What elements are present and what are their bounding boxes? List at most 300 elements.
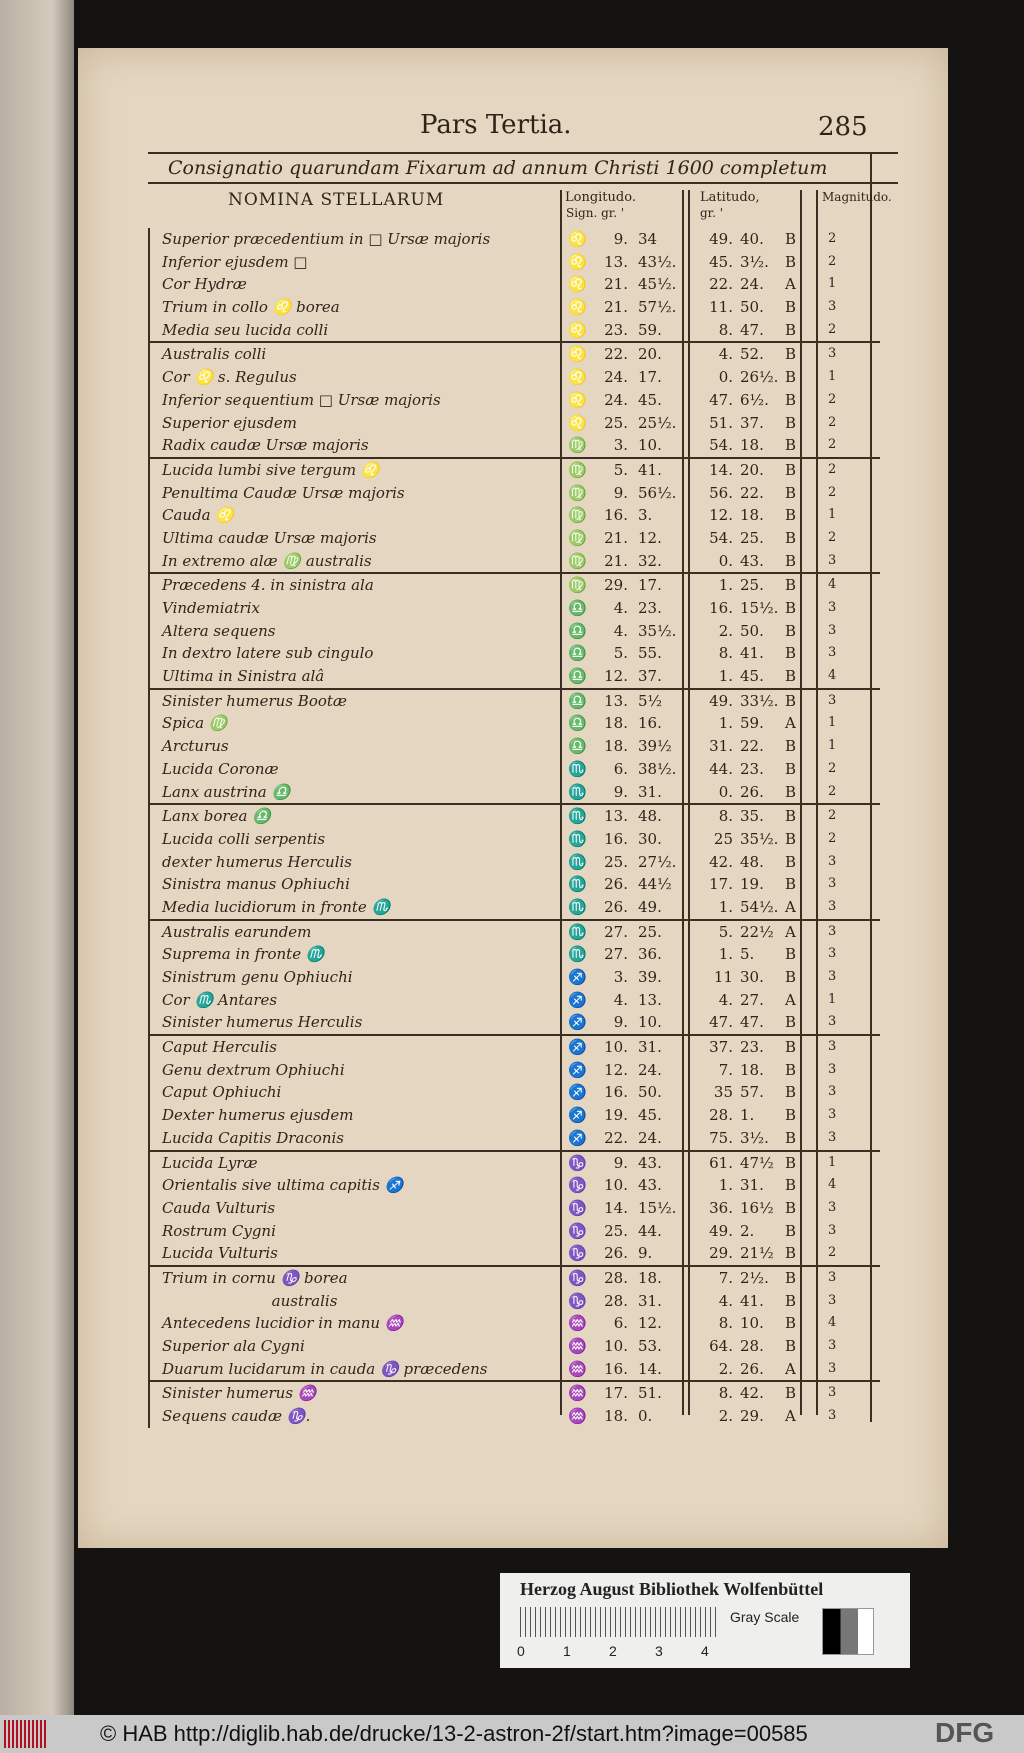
star-name: Lucida Vulturis [162, 1244, 278, 1263]
longitude-minutes: 34 [638, 230, 658, 248]
zodiac-sign: ♏ [568, 852, 587, 871]
longitude-minutes: 31. [638, 782, 662, 801]
zodiac-sign: ♏ [568, 897, 587, 916]
table-row [150, 251, 880, 274]
longitude-degrees: 9. [613, 1013, 628, 1032]
longitude-degrees: 27. [604, 945, 628, 964]
longitude-minutes: 25. [638, 922, 662, 941]
longitude-minutes: 44. [638, 1221, 662, 1240]
latitude-direction: A [785, 897, 796, 916]
table-row [150, 896, 880, 919]
star-name: dexter humerus Herculis [162, 852, 352, 871]
table-row [150, 1011, 880, 1034]
longitude-degrees: 25. [604, 1221, 628, 1240]
star-name: Media lucidiorum in fronte ♏ [162, 897, 391, 916]
table-row [150, 1034, 880, 1059]
longitude-minutes: 12. [638, 528, 662, 547]
longitude-degrees: 22. [604, 1128, 628, 1147]
star-name: australis [162, 1291, 338, 1310]
latitude-direction: B [785, 1153, 797, 1172]
latitude-degrees: 5. [718, 922, 733, 941]
latitude-minutes: 25. [740, 528, 764, 547]
latitude-degrees: 44. [709, 759, 733, 778]
table-row [150, 319, 880, 342]
latitude-minutes: 21½ [740, 1244, 774, 1263]
latitude-degrees: 56. [709, 483, 733, 502]
table-row [150, 1405, 880, 1428]
subheader-longitude: Sign. gr. ' [566, 206, 625, 220]
latitude-degrees: 11. [709, 298, 733, 317]
longitude-minutes: 38½. [638, 759, 677, 778]
header-names: NOMINA STELLARUM [228, 190, 445, 210]
latitude-direction: B [785, 506, 797, 525]
table-row [150, 781, 880, 804]
star-name: Dexter humerus ejusdem [162, 1106, 354, 1125]
latitude-degrees: 28. [709, 1106, 733, 1125]
latitude-minutes: 54½. [740, 897, 779, 916]
latitude-minutes: 43. [740, 551, 764, 570]
latitude-degrees: 51. [709, 413, 733, 432]
zodiac-sign: ♒ [568, 1337, 587, 1355]
longitude-degrees: 25. [604, 413, 628, 432]
adjacent-page-edge [0, 0, 74, 1715]
star-name: Suprema in fronte ♏ [162, 945, 325, 964]
latitude-direction: A [785, 714, 796, 733]
star-name: Trium in cornu ♑ borea [162, 1268, 348, 1287]
subheader-latitude: gr. ' [700, 206, 724, 220]
zodiac-sign: ♍ [568, 551, 587, 570]
longitude-minutes: 39. [638, 968, 662, 986]
latitude-minutes: 50. [740, 298, 764, 317]
latitude-minutes: 41. [740, 1291, 764, 1310]
magnitude: 1 [828, 991, 837, 1007]
table-row [150, 597, 880, 620]
latitude-degrees: 4. [718, 345, 733, 364]
latitude-minutes: 25. [740, 576, 764, 595]
magnitude: 3 [828, 552, 837, 568]
latitude-direction: B [785, 252, 797, 271]
zodiac-sign: ♌ [568, 390, 587, 409]
magnitude: 2 [828, 253, 837, 269]
magnitude: 3 [828, 876, 837, 892]
longitude-degrees: 27. [604, 922, 628, 941]
latitude-direction: B [785, 298, 797, 317]
magnitude: 2 [828, 830, 837, 846]
magnitude: 1 [828, 715, 837, 731]
longitude-degrees: 6. [613, 1314, 628, 1333]
latitude-degrees: 61. [709, 1153, 733, 1172]
latitude-minutes: 3½. [740, 252, 769, 271]
zodiac-sign: ♒ [568, 1359, 587, 1378]
latitude-direction: B [785, 667, 797, 686]
longitude-minutes: 39½ [638, 737, 672, 756]
ruler-number: 0 [517, 1643, 525, 1659]
zodiac-sign: ♐ [568, 990, 587, 1009]
latitude-degrees: 7. [718, 1060, 733, 1079]
longitude-minutes: 23. [638, 599, 662, 617]
longitude-degrees: 14. [604, 1198, 628, 1217]
latitude-direction: B [785, 413, 797, 432]
latitude-degrees: 49. [709, 230, 733, 248]
latitude-degrees: 22. [709, 275, 733, 294]
latitude-degrees: 7. [718, 1268, 733, 1287]
longitude-minutes: 36. [638, 945, 662, 964]
longitude-minutes: 37. [638, 667, 662, 686]
latitude-minutes: 27. [740, 990, 764, 1009]
header-latitude: Latitudo, [700, 190, 760, 205]
longitude-degrees: 16. [604, 829, 628, 848]
latitude-minutes: 22. [740, 737, 764, 756]
longitude-minutes: 41. [638, 460, 662, 479]
longitude-minutes: 24. [638, 1060, 662, 1079]
zodiac-sign: ♐ [568, 1038, 587, 1057]
zodiac-sign: ♍ [568, 506, 587, 525]
longitude-degrees: 21. [604, 298, 628, 317]
longitude-minutes: 17. [638, 576, 662, 595]
star-name: Præcedens 4. in sinistra ala [162, 576, 374, 595]
star-name: Australis colli [162, 345, 267, 364]
longitude-degrees: 18. [604, 737, 628, 756]
latitude-direction: B [785, 1244, 797, 1263]
running-title: Pars Tertia. [420, 110, 572, 140]
table-row [150, 688, 880, 713]
latitude-minutes: 18. [740, 1060, 764, 1079]
latitude-minutes: 18. [740, 506, 764, 525]
longitude-minutes: 14. [638, 1359, 662, 1378]
latitude-minutes: 47½ [740, 1153, 774, 1172]
zodiac-sign: ♌ [568, 413, 587, 432]
longitude-degrees: 4. [613, 621, 628, 640]
magnitude: 2 [828, 529, 837, 545]
zodiac-sign: ♎ [568, 621, 587, 640]
magnitude: 3 [828, 346, 837, 362]
magnitude: 1 [828, 276, 837, 292]
zodiac-sign: ♍ [568, 528, 587, 547]
latitude-degrees: 1. [718, 714, 733, 733]
latitude-minutes: 41. [740, 644, 764, 663]
latitude-degrees: 1. [718, 576, 733, 595]
zodiac-sign: ♌ [568, 345, 587, 364]
latitude-minutes: 2½. [740, 1268, 769, 1287]
latitude-minutes: 2. [740, 1221, 755, 1240]
longitude-degrees: 3. [613, 968, 628, 986]
zodiac-sign: ♎ [568, 599, 587, 617]
latitude-direction: B [785, 1106, 797, 1125]
magnitude: 3 [828, 1129, 837, 1145]
zodiac-sign: ♌ [568, 275, 587, 294]
library-color-card [500, 1573, 910, 1668]
latitude-direction: B [785, 875, 797, 894]
longitude-minutes: 16. [638, 714, 662, 733]
longitude-degrees: 16. [604, 506, 628, 525]
star-name: Lucida colli serpentis [162, 829, 326, 848]
latitude-direction: A [785, 1359, 796, 1378]
latitude-minutes: 29. [740, 1407, 764, 1426]
latitude-minutes: 50. [740, 621, 764, 640]
magnitude: 3 [828, 1199, 837, 1215]
latitude-degrees: 14. [709, 460, 733, 479]
longitude-degrees: 26. [604, 897, 628, 916]
longitude-minutes: 18. [638, 1268, 662, 1287]
latitude-minutes: 45. [740, 667, 764, 686]
zodiac-sign: ♐ [568, 1083, 587, 1102]
star-name: Cauda ♌ [162, 506, 235, 525]
zodiac-sign: ♎ [568, 737, 587, 756]
magnitude: 1 [828, 369, 837, 385]
latitude-degrees: 1. [718, 897, 733, 916]
latitude-direction: B [785, 1038, 797, 1057]
longitude-minutes: 10. [638, 1013, 662, 1032]
longitude-degrees: 16. [604, 1083, 628, 1102]
longitude-degrees: 18. [604, 1407, 628, 1426]
star-name: Ultima in Sinistra alâ [162, 667, 325, 686]
longitude-degrees: 6. [613, 759, 628, 778]
magnitude: 2 [828, 414, 837, 430]
latitude-direction: B [785, 368, 797, 387]
latitude-direction: B [785, 1291, 797, 1310]
star-name: Rostrum Cygni [162, 1221, 276, 1240]
latitude-direction: B [785, 1221, 797, 1240]
latitude-direction: B [785, 528, 797, 547]
latitude-minutes: 40. [740, 230, 764, 248]
star-name: Inferior sequentium □ Ursæ majoris [162, 390, 441, 409]
star-name: Antecedens lucidior in manu ♒ [162, 1314, 404, 1333]
gray-scale-label: Gray Scale [730, 1609, 800, 1625]
star-name: Caput Ophiuchi [162, 1083, 282, 1102]
latitude-degrees: 8. [718, 1314, 733, 1333]
latitude-direction: B [785, 621, 797, 640]
latitude-degrees: 2. [718, 1407, 733, 1426]
ruler-number: 2 [609, 1643, 617, 1659]
latitude-minutes: 57. [740, 1083, 764, 1102]
longitude-minutes: 17. [638, 368, 662, 387]
latitude-direction: B [785, 1176, 797, 1195]
magnitude: 2 [828, 461, 837, 477]
latitude-minutes: 26½. [740, 368, 779, 387]
zodiac-sign: ♑ [568, 1221, 587, 1240]
magnitude: 3 [828, 1408, 837, 1424]
star-name: Superior ejusdem [162, 413, 297, 432]
star-name: Vindemiatrix [162, 599, 260, 617]
latitude-degrees: 49. [709, 691, 733, 710]
zodiac-sign: ♒ [568, 1384, 587, 1403]
longitude-minutes: 30. [638, 829, 662, 848]
latitude-direction: B [785, 1198, 797, 1217]
star-name: Duarum lucidarum in cauda ♑ præcedens [162, 1359, 488, 1378]
gray-scale-swatch [822, 1608, 874, 1655]
latitude-minutes: 19. [740, 875, 764, 894]
star-name: In dextro latere sub cingulo [162, 644, 374, 663]
latitude-direction: B [785, 1268, 797, 1287]
longitude-degrees: 9. [613, 782, 628, 801]
latitude-minutes: 1. [740, 1106, 755, 1125]
latitude-minutes: 22. [740, 483, 764, 502]
latitude-direction: B [785, 759, 797, 778]
table-row [150, 228, 880, 251]
table-row [150, 1242, 880, 1265]
magnitude: 3 [828, 1292, 837, 1308]
zodiac-sign: ♌ [568, 252, 587, 271]
latitude-direction: A [785, 922, 796, 941]
latitude-direction: B [785, 483, 797, 502]
star-catalogue-table [148, 228, 880, 1428]
longitude-minutes: 25½. [638, 413, 677, 432]
longitude-minutes: 45. [638, 390, 662, 409]
longitude-degrees: 18. [604, 714, 628, 733]
zodiac-sign: ♒ [568, 1407, 587, 1426]
zodiac-sign: ♏ [568, 782, 587, 801]
zodiac-sign: ♍ [568, 460, 587, 479]
latitude-degrees: 75. [709, 1128, 733, 1147]
latitude-direction: B [785, 782, 797, 801]
magnitude: 1 [828, 1154, 837, 1170]
table-row [150, 412, 880, 435]
longitude-degrees: 10. [604, 1337, 628, 1355]
latitude-degrees: 29. [709, 1244, 733, 1263]
magnitude: 3 [828, 1061, 837, 1077]
latitude-direction: B [785, 968, 797, 986]
longitude-minutes: 44½ [638, 875, 672, 894]
longitude-degrees: 5. [613, 460, 628, 479]
latitude-direction: A [785, 1407, 796, 1426]
longitude-degrees: 9. [613, 230, 628, 248]
star-name: Sinistra manus Ophiuchi [162, 875, 350, 894]
latitude-minutes: 33½. [740, 691, 779, 710]
ruler-scale [520, 1607, 720, 1637]
longitude-minutes: 55. [638, 644, 662, 663]
zodiac-sign: ♌ [568, 320, 587, 339]
latitude-direction: B [785, 691, 797, 710]
magnitude: 2 [828, 391, 837, 407]
latitude-direction: B [785, 599, 797, 617]
latitude-minutes: 47. [740, 1013, 764, 1032]
latitude-degrees: 1. [718, 945, 733, 964]
zodiac-sign: ♌ [568, 368, 587, 387]
longitude-degrees: 16. [604, 1359, 628, 1378]
magnitude: 4 [828, 1177, 837, 1193]
latitude-direction: B [785, 945, 797, 964]
longitude-degrees: 13. [604, 807, 628, 826]
longitude-degrees: 24. [604, 368, 628, 387]
latitude-minutes: 47. [740, 320, 764, 339]
latitude-direction: B [785, 1083, 797, 1102]
latitude-minutes: 5. [740, 945, 755, 964]
latitude-minutes: 20. [740, 460, 764, 479]
table-row [150, 1220, 880, 1243]
table-caption: Consignatio quarundam Fixarum ad annum Christi 1600 completum [148, 152, 898, 184]
latitude-degrees: 8. [718, 644, 733, 663]
latitude-degrees: 54. [709, 436, 733, 455]
latitude-direction: B [785, 1384, 797, 1403]
magnitude: 1 [828, 507, 837, 523]
table-row [150, 1059, 880, 1082]
longitude-minutes: 31. [638, 1291, 662, 1310]
latitude-degrees: 36. [709, 1198, 733, 1217]
latitude-degrees: 8. [718, 807, 733, 826]
star-name: Cor ♌ s. Regulus [162, 368, 297, 387]
latitude-minutes: 22½ [740, 922, 774, 941]
footer-link[interactable]: © HAB http://diglib.hab.de/drucke/13-2-astron-2f/start.htm?image=00585 [100, 1721, 808, 1746]
latitude-degrees: 1. [718, 667, 733, 686]
latitude-minutes: 42. [740, 1384, 764, 1403]
table-row [150, 620, 880, 643]
magnitude: 2 [828, 808, 837, 824]
latitude-minutes: 26. [740, 1359, 764, 1378]
star-name: Genu dextrum Ophiuchi [162, 1060, 345, 1079]
longitude-degrees: 5. [613, 644, 628, 663]
longitude-minutes: 43½. [638, 252, 677, 271]
latitude-degrees: 16. [709, 599, 733, 617]
latitude-minutes: 23. [740, 1038, 764, 1057]
zodiac-sign: ♐ [568, 1060, 587, 1079]
ruler-numbers [517, 1643, 747, 1659]
latitude-direction: B [785, 320, 797, 339]
star-name: Lanx austrina ♎ [162, 782, 291, 801]
latitude-minutes: 6½. [740, 390, 769, 409]
magnitude: 3 [828, 1338, 837, 1353]
magnitude: 2 [828, 321, 837, 337]
table-row [150, 966, 880, 989]
latitude-direction: B [785, 436, 797, 455]
header-longitude: Longitudo. [565, 190, 636, 205]
zodiac-sign: ♑ [568, 1291, 587, 1310]
magnitude: 2 [828, 1245, 837, 1261]
latitude-degrees: 47. [709, 1013, 733, 1032]
table-row [150, 1380, 880, 1405]
star-name: Lanx borea ♎ [162, 807, 271, 826]
table-row [150, 457, 880, 482]
latitude-minutes: 24. [740, 275, 764, 294]
latitude-direction: B [785, 576, 797, 595]
star-name: Arcturus [162, 737, 229, 756]
table-row [150, 1104, 880, 1127]
table-row [150, 296, 880, 319]
latitude-degrees: 35 [713, 1083, 733, 1102]
zodiac-sign: ♍ [568, 483, 587, 502]
longitude-degrees: 10. [604, 1176, 628, 1195]
longitude-degrees: 25. [604, 852, 628, 871]
longitude-minutes: 59. [638, 320, 662, 339]
longitude-degrees: 12. [604, 667, 628, 686]
magnitude: 2 [828, 783, 837, 799]
longitude-degrees: 24. [604, 390, 628, 409]
zodiac-sign: ♏ [568, 829, 587, 848]
table-row [150, 341, 880, 366]
latitude-minutes: 3½. [740, 1128, 769, 1147]
latitude-degrees: 47. [709, 390, 733, 409]
longitude-degrees: 29. [604, 576, 628, 595]
magnitude: 1 [828, 738, 837, 754]
latitude-degrees: 49. [709, 1221, 733, 1240]
magnitude: 3 [828, 969, 837, 984]
longitude-minutes: 27½. [638, 852, 677, 871]
longitude-minutes: 57½. [638, 298, 677, 317]
star-name: Lucida Coronæ [162, 759, 279, 778]
ruler-number: 4 [701, 1643, 709, 1659]
latitude-degrees: 37. [709, 1038, 733, 1057]
longitude-degrees: 21. [604, 528, 628, 547]
latitude-degrees: 8. [718, 320, 733, 339]
latitude-direction: B [785, 644, 797, 663]
longitude-minutes: 53. [638, 1337, 662, 1355]
latitude-minutes: 37. [740, 413, 764, 432]
star-name: In extremo alæ ♍ australis [162, 551, 372, 570]
table-row [150, 803, 880, 828]
table-row [150, 919, 880, 944]
table-row [150, 943, 880, 966]
longitude-minutes: 35½. [638, 621, 677, 640]
latitude-direction: B [785, 345, 797, 364]
